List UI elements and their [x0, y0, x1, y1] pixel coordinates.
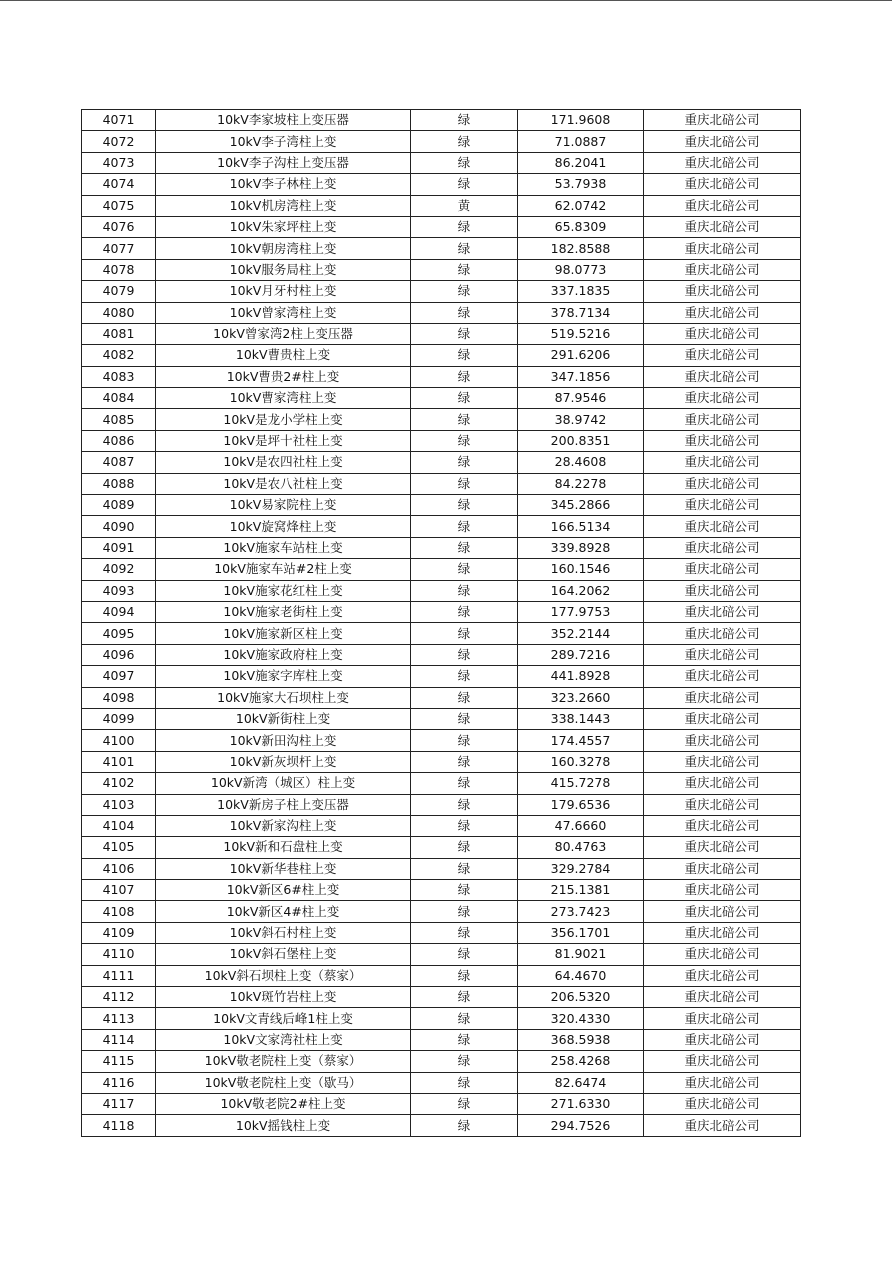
table-row	[82, 473, 801, 494]
status-color-cell: 绿	[411, 1093, 518, 1114]
row-number-cell: 4112	[82, 987, 156, 1008]
company-cell: 重庆北碚公司	[644, 281, 801, 302]
value-cell: 378.7134	[518, 302, 644, 323]
transformer-name-cell: 10kV李子林柱上变	[156, 174, 411, 195]
row-number-cell: 4118	[82, 1115, 156, 1136]
status-color-cell: 绿	[411, 1072, 518, 1093]
table-row	[82, 644, 801, 665]
company-cell: 重庆北碚公司	[644, 708, 801, 729]
company-cell: 重庆北碚公司	[644, 516, 801, 537]
table-row	[82, 238, 801, 259]
transformer-name-cell: 10kV新华巷柱上变	[156, 858, 411, 879]
transformer-name-cell: 10kV施家政府柱上变	[156, 644, 411, 665]
company-cell: 重庆北碚公司	[644, 259, 801, 280]
value-cell: 166.5134	[518, 516, 644, 537]
value-cell: 84.2278	[518, 473, 644, 494]
value-cell: 87.9546	[518, 388, 644, 409]
table-row	[82, 1115, 801, 1136]
transformer-name-cell: 10kV新田沟柱上变	[156, 730, 411, 751]
company-cell: 重庆北碚公司	[644, 238, 801, 259]
table-row	[82, 388, 801, 409]
transformer-name-cell: 10kV施家车站柱上变	[156, 537, 411, 558]
value-cell: 215.1381	[518, 880, 644, 901]
row-number-cell: 4101	[82, 751, 156, 772]
transformer-name-cell: 10kV斑竹岩柱上变	[156, 987, 411, 1008]
table-row	[82, 131, 801, 152]
row-number-cell: 4082	[82, 345, 156, 366]
row-number-cell: 4107	[82, 880, 156, 901]
status-color-cell: 绿	[411, 880, 518, 901]
transformer-name-cell: 10kV敬老院2#柱上变	[156, 1093, 411, 1114]
value-cell: 80.4763	[518, 837, 644, 858]
company-cell: 重庆北碚公司	[644, 110, 801, 131]
status-color-cell: 绿	[411, 623, 518, 644]
row-number-cell: 4103	[82, 794, 156, 815]
row-number-cell: 4089	[82, 495, 156, 516]
status-color-cell: 绿	[411, 366, 518, 387]
table-row	[82, 773, 801, 794]
table-row	[82, 987, 801, 1008]
row-number-cell: 4102	[82, 773, 156, 794]
company-cell: 重庆北碚公司	[644, 1051, 801, 1072]
row-number-cell: 4105	[82, 837, 156, 858]
transformer-name-cell: 10kV是农八社柱上变	[156, 473, 411, 494]
value-cell: 337.1835	[518, 281, 644, 302]
value-cell: 164.2062	[518, 580, 644, 601]
row-number-cell: 4095	[82, 623, 156, 644]
transformer-name-cell: 10kV新房子柱上变压器	[156, 794, 411, 815]
status-color-cell: 黄	[411, 195, 518, 216]
transformer-name-cell: 10kV新湾（城区）柱上变	[156, 773, 411, 794]
company-cell: 重庆北碚公司	[644, 409, 801, 430]
status-color-cell: 绿	[411, 965, 518, 986]
table-row	[82, 815, 801, 836]
table-row	[82, 1093, 801, 1114]
company-cell: 重庆北碚公司	[644, 1029, 801, 1050]
company-cell: 重庆北碚公司	[644, 174, 801, 195]
company-cell: 重庆北碚公司	[644, 473, 801, 494]
row-number-cell: 4098	[82, 687, 156, 708]
transformer-name-cell: 10kV朱家坪柱上变	[156, 216, 411, 237]
value-cell: 291.6206	[518, 345, 644, 366]
status-color-cell: 绿	[411, 452, 518, 473]
status-color-cell: 绿	[411, 601, 518, 622]
row-number-cell: 4078	[82, 259, 156, 280]
table-row	[82, 601, 801, 622]
company-cell: 重庆北碚公司	[644, 366, 801, 387]
company-cell: 重庆北碚公司	[644, 537, 801, 558]
transformer-name-cell: 10kV是农四社柱上变	[156, 452, 411, 473]
row-number-cell: 4086	[82, 430, 156, 451]
company-cell: 重庆北碚公司	[644, 601, 801, 622]
status-color-cell: 绿	[411, 751, 518, 772]
transformer-name-cell: 10kV施家字库柱上变	[156, 666, 411, 687]
row-number-cell: 4081	[82, 323, 156, 344]
row-number-cell: 4106	[82, 858, 156, 879]
row-number-cell: 4109	[82, 922, 156, 943]
transformer-name-cell: 10kV朝房湾柱上变	[156, 238, 411, 259]
value-cell: 368.5938	[518, 1029, 644, 1050]
company-cell: 重庆北碚公司	[644, 730, 801, 751]
value-cell: 352.2144	[518, 623, 644, 644]
value-cell: 182.8588	[518, 238, 644, 259]
status-color-cell: 绿	[411, 495, 518, 516]
status-color-cell: 绿	[411, 794, 518, 815]
value-cell: 53.7938	[518, 174, 644, 195]
row-number-cell: 4110	[82, 944, 156, 965]
status-color-cell: 绿	[411, 580, 518, 601]
table-row	[82, 559, 801, 580]
table-row	[82, 430, 801, 451]
row-number-cell: 4104	[82, 815, 156, 836]
company-cell: 重庆北碚公司	[644, 773, 801, 794]
value-cell: 289.7216	[518, 644, 644, 665]
company-cell: 重庆北碚公司	[644, 580, 801, 601]
status-color-cell: 绿	[411, 409, 518, 430]
value-cell: 356.1701	[518, 922, 644, 943]
value-cell: 64.4670	[518, 965, 644, 986]
row-number-cell: 4088	[82, 473, 156, 494]
table-row	[82, 751, 801, 772]
status-color-cell: 绿	[411, 323, 518, 344]
table-row	[82, 837, 801, 858]
transformer-name-cell: 10kV曹贵2#柱上变	[156, 366, 411, 387]
value-cell: 206.5320	[518, 987, 644, 1008]
row-number-cell: 4079	[82, 281, 156, 302]
status-color-cell: 绿	[411, 281, 518, 302]
status-color-cell: 绿	[411, 131, 518, 152]
table-row	[82, 452, 801, 473]
transformer-name-cell: 10kV曹贵柱上变	[156, 345, 411, 366]
row-number-cell: 4111	[82, 965, 156, 986]
transformer-name-cell: 10kV月牙村柱上变	[156, 281, 411, 302]
table-row	[82, 537, 801, 558]
company-cell: 重庆北碚公司	[644, 751, 801, 772]
value-cell: 329.2784	[518, 858, 644, 879]
transformer-name-cell: 10kV新家沟柱上变	[156, 815, 411, 836]
status-color-cell: 绿	[411, 837, 518, 858]
transformer-name-cell: 10kV旋窝烽柱上变	[156, 516, 411, 537]
transformer-name-cell: 10kV是龙小学柱上变	[156, 409, 411, 430]
row-number-cell: 4099	[82, 708, 156, 729]
status-color-cell: 绿	[411, 174, 518, 195]
table-row	[82, 858, 801, 879]
row-number-cell: 4108	[82, 901, 156, 922]
transformer-name-cell: 10kV曾家湾2柱上变压器	[156, 323, 411, 344]
table-row	[82, 281, 801, 302]
table-row	[82, 687, 801, 708]
company-cell: 重庆北碚公司	[644, 559, 801, 580]
value-cell: 258.4268	[518, 1051, 644, 1072]
transformer-name-cell: 10kV李子沟柱上变压器	[156, 152, 411, 173]
transformer-name-cell: 10kV施家大石坝柱上变	[156, 687, 411, 708]
table-row	[82, 152, 801, 173]
status-color-cell: 绿	[411, 730, 518, 751]
company-cell: 重庆北碚公司	[644, 922, 801, 943]
row-number-cell: 4075	[82, 195, 156, 216]
table-row	[82, 323, 801, 344]
table-row	[82, 302, 801, 323]
company-cell: 重庆北碚公司	[644, 644, 801, 665]
transformer-name-cell: 10kV新和石盘柱上变	[156, 837, 411, 858]
company-cell: 重庆北碚公司	[644, 987, 801, 1008]
transformer-name-cell: 10kV李子湾柱上变	[156, 131, 411, 152]
value-cell: 174.4557	[518, 730, 644, 751]
transformer-name-cell: 10kV曾家湾柱上变	[156, 302, 411, 323]
table-row	[82, 216, 801, 237]
transformer-table	[81, 109, 801, 1137]
company-cell: 重庆北碚公司	[644, 495, 801, 516]
table-row	[82, 944, 801, 965]
row-number-cell: 4080	[82, 302, 156, 323]
transformer-name-cell: 10kV是坪十社柱上变	[156, 430, 411, 451]
company-cell: 重庆北碚公司	[644, 430, 801, 451]
company-cell: 重庆北碚公司	[644, 965, 801, 986]
row-number-cell: 4077	[82, 238, 156, 259]
table-row	[82, 1029, 801, 1050]
table-row	[82, 708, 801, 729]
table-row	[82, 965, 801, 986]
value-cell: 294.7526	[518, 1115, 644, 1136]
status-color-cell: 绿	[411, 666, 518, 687]
value-cell: 179.6536	[518, 794, 644, 815]
status-color-cell: 绿	[411, 216, 518, 237]
value-cell: 273.7423	[518, 901, 644, 922]
table-row	[82, 409, 801, 430]
company-cell: 重庆北碚公司	[644, 623, 801, 644]
table-row	[82, 730, 801, 751]
company-cell: 重庆北碚公司	[644, 323, 801, 344]
status-color-cell: 绿	[411, 302, 518, 323]
value-cell: 28.4608	[518, 452, 644, 473]
transformer-name-cell: 10kV摇钱柱上变	[156, 1115, 411, 1136]
row-number-cell: 4093	[82, 580, 156, 601]
value-cell: 86.2041	[518, 152, 644, 173]
status-color-cell: 绿	[411, 1115, 518, 1136]
status-color-cell: 绿	[411, 152, 518, 173]
transformer-name-cell: 10kV李家坡柱上变压器	[156, 110, 411, 131]
value-cell: 160.1546	[518, 559, 644, 580]
status-color-cell: 绿	[411, 815, 518, 836]
company-cell: 重庆北碚公司	[644, 666, 801, 687]
status-color-cell: 绿	[411, 430, 518, 451]
status-color-cell: 绿	[411, 858, 518, 879]
transformer-name-cell: 10kV新区6#柱上变	[156, 880, 411, 901]
status-color-cell: 绿	[411, 987, 518, 1008]
value-cell: 65.8309	[518, 216, 644, 237]
row-number-cell: 4090	[82, 516, 156, 537]
transformer-name-cell: 10kV施家花红柱上变	[156, 580, 411, 601]
company-cell: 重庆北碚公司	[644, 858, 801, 879]
status-color-cell: 绿	[411, 259, 518, 280]
status-color-cell: 绿	[411, 516, 518, 537]
row-number-cell: 4083	[82, 366, 156, 387]
company-cell: 重庆北碚公司	[644, 944, 801, 965]
company-cell: 重庆北碚公司	[644, 1093, 801, 1114]
row-number-cell: 4071	[82, 110, 156, 131]
status-color-cell: 绿	[411, 1029, 518, 1050]
value-cell: 320.4330	[518, 1008, 644, 1029]
company-cell: 重庆北碚公司	[644, 131, 801, 152]
status-color-cell: 绿	[411, 708, 518, 729]
transformer-name-cell: 10kV服务局柱上变	[156, 259, 411, 280]
status-color-cell: 绿	[411, 944, 518, 965]
transformer-name-cell: 10kV施家车站#2柱上变	[156, 559, 411, 580]
status-color-cell: 绿	[411, 345, 518, 366]
value-cell: 82.6474	[518, 1072, 644, 1093]
status-color-cell: 绿	[411, 1051, 518, 1072]
table-row	[82, 259, 801, 280]
transformer-name-cell: 10kV文家湾社柱上变	[156, 1029, 411, 1050]
table-row	[82, 495, 801, 516]
status-color-cell: 绿	[411, 1008, 518, 1029]
row-number-cell: 4094	[82, 601, 156, 622]
transformer-name-cell: 10kV文青线后峰1柱上变	[156, 1008, 411, 1029]
transformer-name-cell: 10kV斜石坝柱上变（蔡家）	[156, 965, 411, 986]
table-row	[82, 195, 801, 216]
row-number-cell: 4085	[82, 409, 156, 430]
status-color-cell: 绿	[411, 644, 518, 665]
value-cell: 98.0773	[518, 259, 644, 280]
transformer-name-cell: 10kV曹家湾柱上变	[156, 388, 411, 409]
row-number-cell: 4113	[82, 1008, 156, 1029]
row-number-cell: 4115	[82, 1051, 156, 1072]
status-color-cell: 绿	[411, 901, 518, 922]
table-row	[82, 516, 801, 537]
company-cell: 重庆北碚公司	[644, 837, 801, 858]
row-number-cell: 4092	[82, 559, 156, 580]
row-number-cell: 4100	[82, 730, 156, 751]
value-cell: 347.1856	[518, 366, 644, 387]
value-cell: 62.0742	[518, 195, 644, 216]
transformer-name-cell: 10kV新灰坝杆上变	[156, 751, 411, 772]
transformer-name-cell: 10kV新街柱上变	[156, 708, 411, 729]
company-cell: 重庆北碚公司	[644, 1008, 801, 1029]
value-cell: 345.2866	[518, 495, 644, 516]
row-number-cell: 4084	[82, 388, 156, 409]
value-cell: 441.8928	[518, 666, 644, 687]
status-color-cell: 绿	[411, 559, 518, 580]
value-cell: 38.9742	[518, 409, 644, 430]
row-number-cell: 4096	[82, 644, 156, 665]
row-number-cell: 4072	[82, 131, 156, 152]
company-cell: 重庆北碚公司	[644, 152, 801, 173]
transformer-name-cell: 10kV斜石村柱上变	[156, 922, 411, 943]
table-row	[82, 666, 801, 687]
transformer-name-cell: 10kV敬老院柱上变（歇马）	[156, 1072, 411, 1093]
status-color-cell: 绿	[411, 388, 518, 409]
transformer-name-cell: 10kV易家院柱上变	[156, 495, 411, 516]
company-cell: 重庆北碚公司	[644, 901, 801, 922]
value-cell: 323.2660	[518, 687, 644, 708]
company-cell: 重庆北碚公司	[644, 815, 801, 836]
value-cell: 271.6330	[518, 1093, 644, 1114]
company-cell: 重庆北碚公司	[644, 794, 801, 815]
table-row	[82, 1072, 801, 1093]
value-cell: 200.8351	[518, 430, 644, 451]
status-color-cell: 绿	[411, 473, 518, 494]
value-cell: 415.7278	[518, 773, 644, 794]
table-row	[82, 794, 801, 815]
company-cell: 重庆北碚公司	[644, 452, 801, 473]
transformer-name-cell: 10kV斜石堡柱上变	[156, 944, 411, 965]
status-color-cell: 绿	[411, 110, 518, 131]
value-cell: 47.6660	[518, 815, 644, 836]
transformer-name-cell: 10kV机房湾柱上变	[156, 195, 411, 216]
value-cell: 338.1443	[518, 708, 644, 729]
value-cell: 160.3278	[518, 751, 644, 772]
status-color-cell: 绿	[411, 922, 518, 943]
company-cell: 重庆北碚公司	[644, 302, 801, 323]
transformer-name-cell: 10kV新区4#柱上变	[156, 901, 411, 922]
transformer-name-cell: 10kV敬老院柱上变（蔡家）	[156, 1051, 411, 1072]
table-row	[82, 901, 801, 922]
status-color-cell: 绿	[411, 687, 518, 708]
company-cell: 重庆北碚公司	[644, 216, 801, 237]
transformer-name-cell: 10kV施家新区柱上变	[156, 623, 411, 644]
table-row	[82, 880, 801, 901]
table-row	[82, 1051, 801, 1072]
value-cell: 171.9608	[518, 110, 644, 131]
row-number-cell: 4117	[82, 1093, 156, 1114]
table-row	[82, 1008, 801, 1029]
company-cell: 重庆北碚公司	[644, 880, 801, 901]
company-cell: 重庆北碚公司	[644, 345, 801, 366]
company-cell: 重庆北碚公司	[644, 1115, 801, 1136]
company-cell: 重庆北碚公司	[644, 687, 801, 708]
transformer-name-cell: 10kV施家老街柱上变	[156, 601, 411, 622]
row-number-cell: 4087	[82, 452, 156, 473]
company-cell: 重庆北碚公司	[644, 195, 801, 216]
table-row	[82, 922, 801, 943]
table-row	[82, 110, 801, 131]
value-cell: 339.8928	[518, 537, 644, 558]
row-number-cell: 4116	[82, 1072, 156, 1093]
row-number-cell: 4074	[82, 174, 156, 195]
row-number-cell: 4076	[82, 216, 156, 237]
status-color-cell: 绿	[411, 238, 518, 259]
table-row	[82, 345, 801, 366]
value-cell: 71.0887	[518, 131, 644, 152]
value-cell: 81.9021	[518, 944, 644, 965]
row-number-cell: 4114	[82, 1029, 156, 1050]
table-row	[82, 174, 801, 195]
row-number-cell: 4097	[82, 666, 156, 687]
value-cell: 177.9753	[518, 601, 644, 622]
company-cell: 重庆北碚公司	[644, 388, 801, 409]
table-row	[82, 580, 801, 601]
table-body	[82, 110, 801, 1137]
row-number-cell: 4073	[82, 152, 156, 173]
table-row	[82, 366, 801, 387]
company-cell: 重庆北碚公司	[644, 1072, 801, 1093]
row-number-cell: 4091	[82, 537, 156, 558]
table-row	[82, 623, 801, 644]
status-color-cell: 绿	[411, 773, 518, 794]
value-cell: 519.5216	[518, 323, 644, 344]
status-color-cell: 绿	[411, 537, 518, 558]
